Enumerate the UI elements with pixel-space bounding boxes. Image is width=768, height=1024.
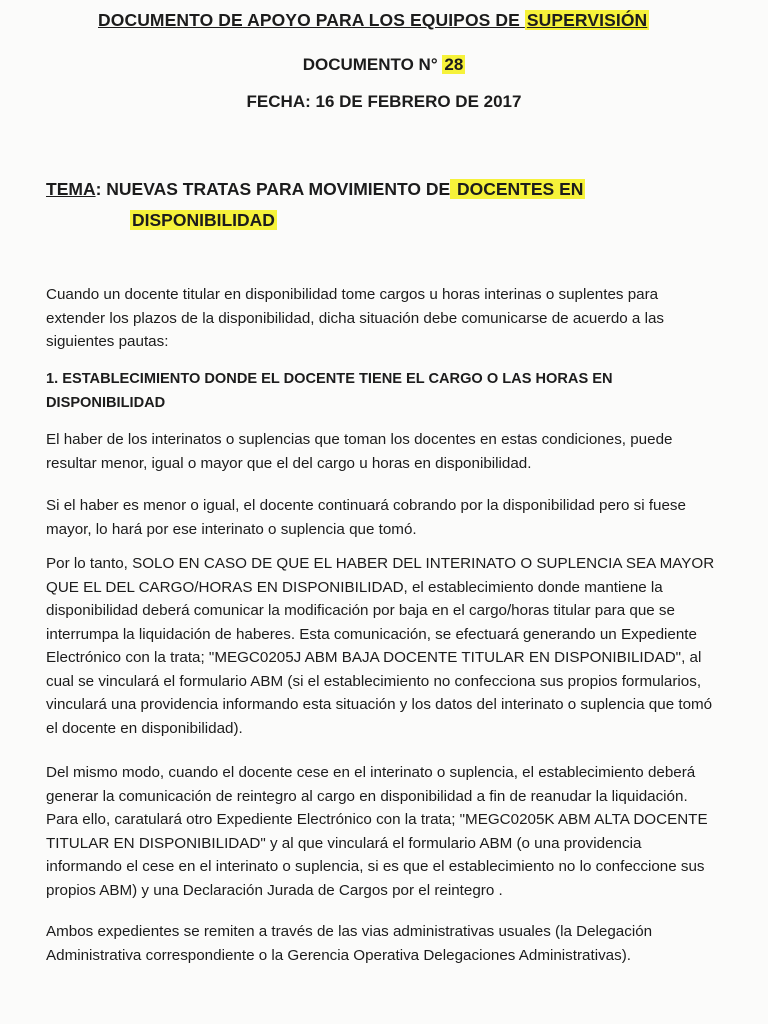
document-number-value: 28 bbox=[444, 55, 464, 74]
paragraph-1: El haber de los interinatos o suplencias que toman los docentes en estas condiciones, puede resultar menor, igual o mayor que el del cargo u horas en disponibilidad. bbox=[46, 431, 673, 472]
title-highlight: SUPERVISIÓN bbox=[526, 10, 648, 30]
section-1-heading: 1. ESTABLECIMIENTO DONDE EL DOCENTE TIENE EL CARGO O LAS HORAS EN DISPONIBILIDAD bbox=[46, 371, 613, 411]
topic-highlight-2: DISPONIBILIDAD bbox=[132, 210, 275, 230]
intro-paragraph: Cuando un docente titular en disponibilidad tome cargos u horas interinas o suplentes para extender los plazos de la disponibilidad, dicha situación debe comunicarse de acuerdo a las siguientes pautas: bbox=[46, 286, 665, 350]
paragraph-3: Por lo tanto, SOLO EN CASO DE QUE EL HABER DEL INTERINATO O SUPLENCIA SEA MAYOR QUE EL DEL CARGO/HORAS EN DISPONIBILIDAD, el establecimiento donde mantiene la disponibilidad deberá comunicar la modificación por baja en el cargo/horas titular para que se interrumpa la liquidación de haberes. Esta comunicación, se efectuará generando un Expediente Electrónico con la trata; "MEGC0205J ABM BAJA DOCENTE TITULAR EN DISPONIBILIDAD", al cual se vinculará el formulario ABM (si el establecimiento no confecciona sus propios formularios, vinculará una providencia informando esta situación y los datos del interinato o suplencia que tomó el docente en disponibilidad). bbox=[46, 555, 715, 737]
document-title bbox=[98, 10, 698, 31]
topic-highlight-1: DOCENTES EN bbox=[452, 179, 584, 199]
paragraph-4: Del mismo modo, cuando el docente cese en el interinato o suplencia, el establecimiento deberá generar la comunicación de reintegro al cargo en disponibilidad a fin de reanudar la liquidación. Para ello, caratulará otro Expediente Electrónico con la trata; "MEGC0205K ABM ALTA DOCENTE TITULAR EN DISPONIBILIDAD" y al que vinculará el formulario ABM (o una providencia informando el cese en el interinato o suplencia, si es que el establecimiento no lo confeccione sus propios ABM) y una Declaración Jurada de Cargos por el reintegro . bbox=[46, 764, 708, 899]
paragraph-5: Ambos expedientes se remiten a través de las vias administrativas usuales (la Delegación Administrativa correspondiente o la Gerencia Operativa Delegaciones Administrativas). bbox=[46, 923, 653, 964]
title-text: DOCUMENTO DE APOYO PARA LOS EQUIPOS DE bbox=[98, 10, 525, 30]
document-number bbox=[0, 55, 768, 75]
topic-text: : NUEVAS TRATAS PARA MOVIMIENTO DE bbox=[95, 179, 451, 199]
document-date: FECHA: 16 DE FEBRERO DE 2017 bbox=[246, 92, 522, 111]
document-number-label: DOCUMENTO N° bbox=[302, 55, 443, 74]
topic-label: TEMA bbox=[46, 179, 96, 199]
paragraph-2: Si el haber es menor o igual, el docente continuará cobrando por la disponibilidad pero si fuese mayor, lo hará por ese interinato o suplencia que tomó. bbox=[46, 497, 686, 538]
topic-heading bbox=[46, 174, 736, 236]
